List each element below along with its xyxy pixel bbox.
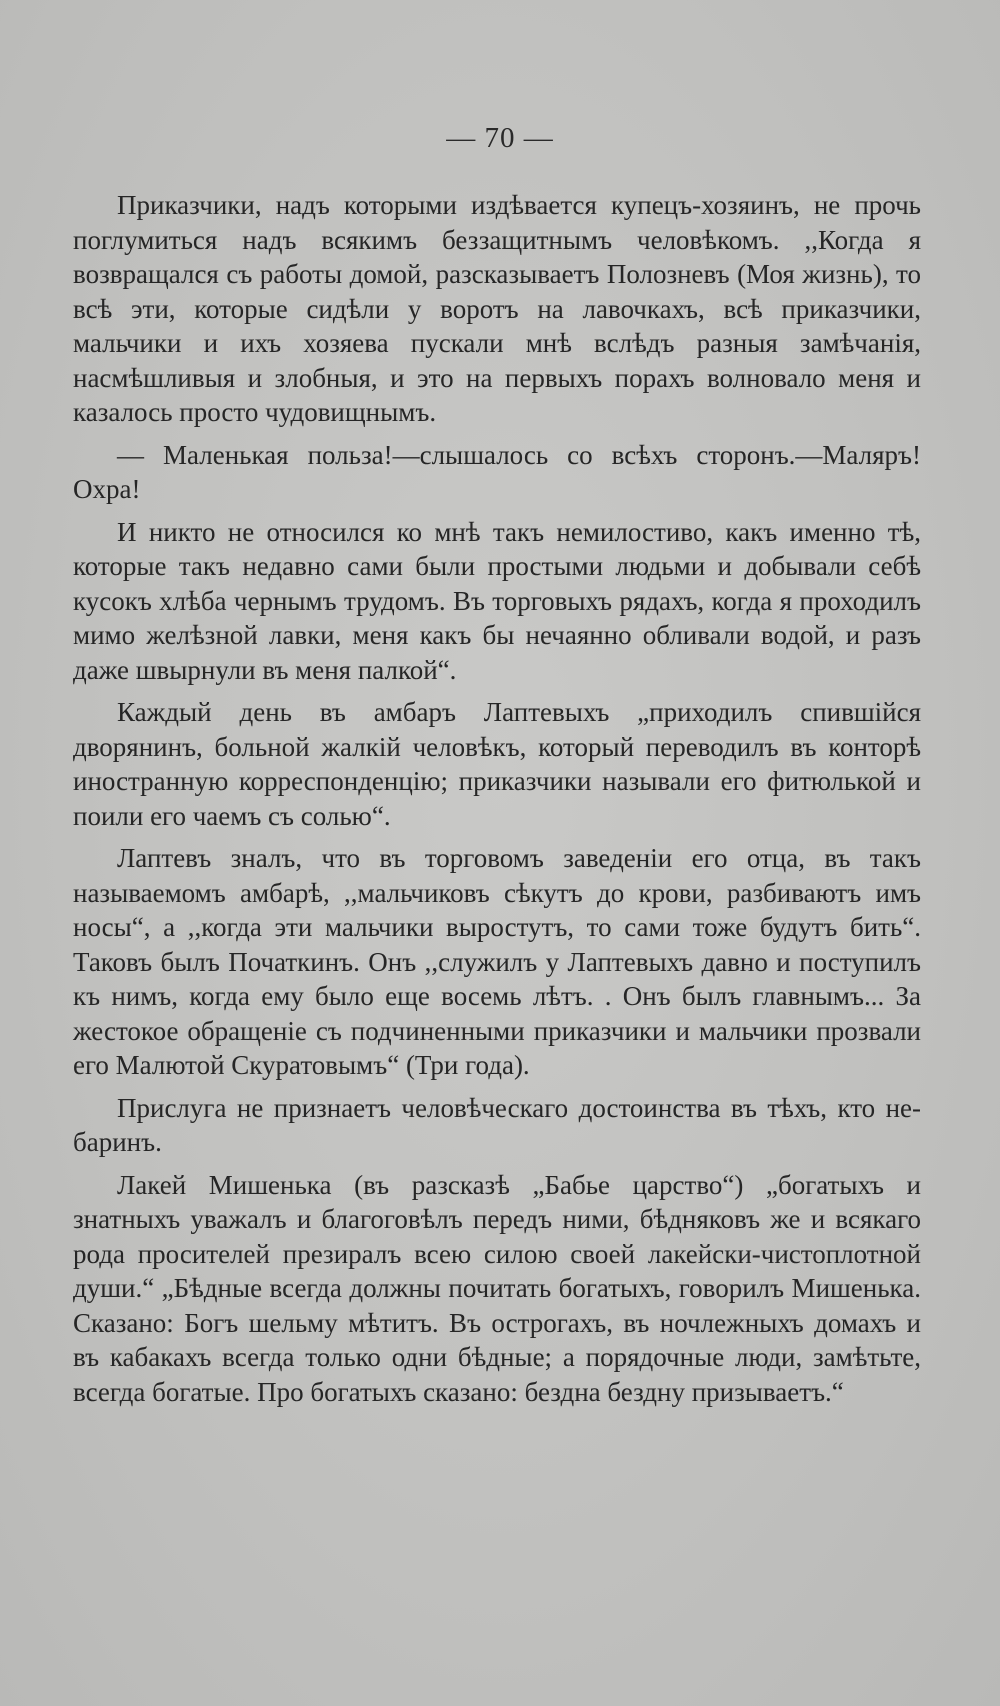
page-number: — 70 — xyxy=(446,122,554,154)
paragraph-5: Лаптевъ зналъ, что въ торговомъ заведеніи его отца, въ такъ называемомъ амбарѣ, ,,мальчиковъ сѣкутъ до крови, разбиваютъ имъ носы“, а ,,когда эти мальчики выростутъ, то сами тоже будутъ бить“. Таковъ былъ Початкинъ. Онъ ,,служилъ у Лаптевыхъ давно и поступилъ къ нимъ, когда ему было еще восемь лѣтъ. . Онъ былъ главнымъ... За жестокое обращеніе съ подчиненными приказчики и мальчики прозвали его Малютой Скуратовымъ“ (Три года). xyxy=(73,843,921,1080)
paragraph-6: Прислуга не признаетъ человѣческаго достоинства въ тѣхъ, кто не-баринъ. xyxy=(73,1092,921,1157)
paragraph-1: Приказчики, надъ которыми издѣвается купецъ-хозяинъ, не прочь поглумиться надъ всякимъ беззащитнымъ человѣкомъ. ,,Когда я возвращался съ работы домой, разсказываетъ Полозневъ (Моя жизнь), то всѣ эти, которые сидѣли у воротъ на лавочкахъ, всѣ приказчики, мальчики и ихъ хозяева пускали мнѣ вслѣдъ разныя замѣчанія, насмѣшливыя и злобныя, и это на первыхъ порахъ волновало меня и казалось просто чудовищнымъ. xyxy=(73,190,921,427)
paragraph-7: Лакей Мишенька (въ разсказѣ „Бабье царство“) „богатыхъ и знатныхъ уважалъ и благоговѣлъ передъ ними, бѣдняковъ же и всякаго рода просителей презиралъ всею силою своей лакейски-чистоплотной души.“ „Бѣдные всегда должны почитать богатыхъ, говорилъ Мишенька. Сказано: Богъ шельму мѣтитъ. Въ острогахъ, въ ночлежныхъ домахъ и въ кабакахъ всегда только одни бѣдные; а порядочные люди, замѣтьте, всегда богатые. Про богатыхъ сказано: бездна бездну призываетъ.“ xyxy=(73,1169,921,1407)
body-text xyxy=(73,188,921,1409)
paragraph-2: — Маленькая польза!—слышалось со всѣхъ сторонъ.—Маляръ! Охра! xyxy=(73,439,921,504)
paragraph-3: И никто не относился ко мнѣ такъ немилостиво, какъ именно тѣ, которые такъ недавно сами были простыми людьми и добывали себѣ кусокъ хлѣба чернымъ трудомъ. Въ торговыхъ рядахъ, когда я проходилъ мимо желѣзной лавки, меня какъ бы нечаянно обливали водой, и разъ даже швырнули въ меня палкой“. xyxy=(73,516,921,685)
paragraph-4: Каждый день въ амбаръ Лаптевыхъ „приходилъ спившійся дворянинъ, больной жалкій человѣкъ, который переводилъ въ конторѣ иностранную корреспонденцію; приказчики называли его фитюлькой и поили его чаемъ съ солью“. xyxy=(73,697,921,831)
